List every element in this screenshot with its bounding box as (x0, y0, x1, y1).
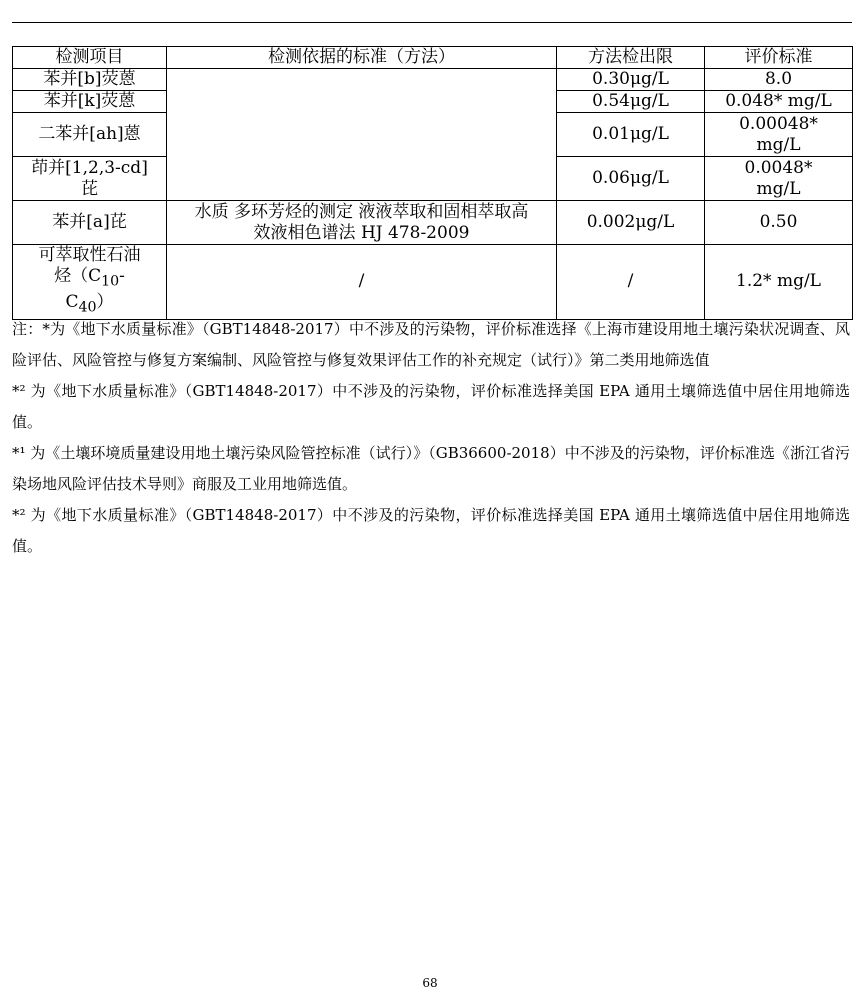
item-cell: 苯并[k]荧蒽 (13, 91, 167, 113)
limit-cell: 0.01μg/L (557, 113, 705, 157)
limit-cell: 0.30μg/L (557, 69, 705, 91)
method-cell-empty (167, 69, 557, 201)
petroleum-label-end: ） (96, 292, 114, 313)
carbon-subscript-start: 10 (101, 273, 120, 290)
standard-cell: 0.00048* mg/L (705, 113, 853, 157)
method-cell: / (167, 245, 557, 320)
petroleum-label: 可萃取性石油烃（C (38, 245, 141, 286)
detection-standards-table (12, 46, 853, 320)
item-cell: 苯并[a]芘 (13, 201, 167, 245)
item-cell-petroleum (13, 245, 167, 320)
header-rule (12, 22, 852, 23)
footnotes (12, 314, 850, 562)
petroleum-label-mid: -C (65, 266, 125, 313)
footnote: 注：*为《地下水质量标准》（GBT14848-2017）中不涉及的污染物，评价标准选择《上海市建设用地土壤污染状况调查、风险评估、风险管控与修复方案编制、风险管控与修复效果评估工作的补充规定（试行）》第二类用地筛选值 (12, 320, 850, 369)
item-cell: 二苯并[ah]蒽 (13, 113, 167, 157)
header-evaluation-standard: 评价标准 (705, 47, 853, 69)
method-cell: 水质 多环芳烃的测定 液液萃取和固相萃取高效液相色谱法 HJ 478-2009 (167, 201, 557, 245)
header-method: 检测依据的标准（方法） (167, 47, 557, 69)
carbon-subscript-end: 40 (78, 299, 97, 316)
standard-cell: 0.50 (705, 201, 853, 245)
table-row (13, 245, 853, 320)
header-item: 检测项目 (13, 47, 167, 69)
table-header-row (13, 47, 853, 69)
footnote: *² 为《地下水质量标准》（GBT14848-2017）中不涉及的污染物，评价标准选择美国 EPA 通用土壤筛选值中居住用地筛选值。 (12, 382, 850, 431)
page-number: 68 (422, 976, 438, 990)
standard-cell: 0.048* mg/L (705, 91, 853, 113)
item-cell: 茚并[1,2,3-cd]芘 (13, 157, 167, 201)
table-row (13, 201, 853, 245)
limit-cell: 0.54μg/L (557, 91, 705, 113)
limit-cell: 0.06μg/L (557, 157, 705, 201)
standard-cell: 0.0048* mg/L (705, 157, 853, 201)
standard-cell: 8.0 (705, 69, 853, 91)
footnote: *² 为《地下水质量标准》（GBT14848-2017）中不涉及的污染物，评价标准选择美国 EPA 通用土壤筛选值中居住用地筛选值。 (12, 506, 850, 555)
standard-cell: 1.2* mg/L (705, 245, 853, 320)
item-cell: 苯并[b]荧蒽 (13, 69, 167, 91)
footnote: *¹ 为《土壤环境质量建设用地土壤污染风险管控标准（试行）》（GB36600-2018）中不涉及的污染物，评价标准选《浙江省污染场地风险评估技术导则》商服及工业用地筛选值。 (12, 444, 850, 493)
table-row (13, 69, 853, 91)
limit-cell: / (557, 245, 705, 320)
header-detection-limit: 方法检出限 (557, 47, 705, 69)
limit-cell: 0.002μg/L (557, 201, 705, 245)
